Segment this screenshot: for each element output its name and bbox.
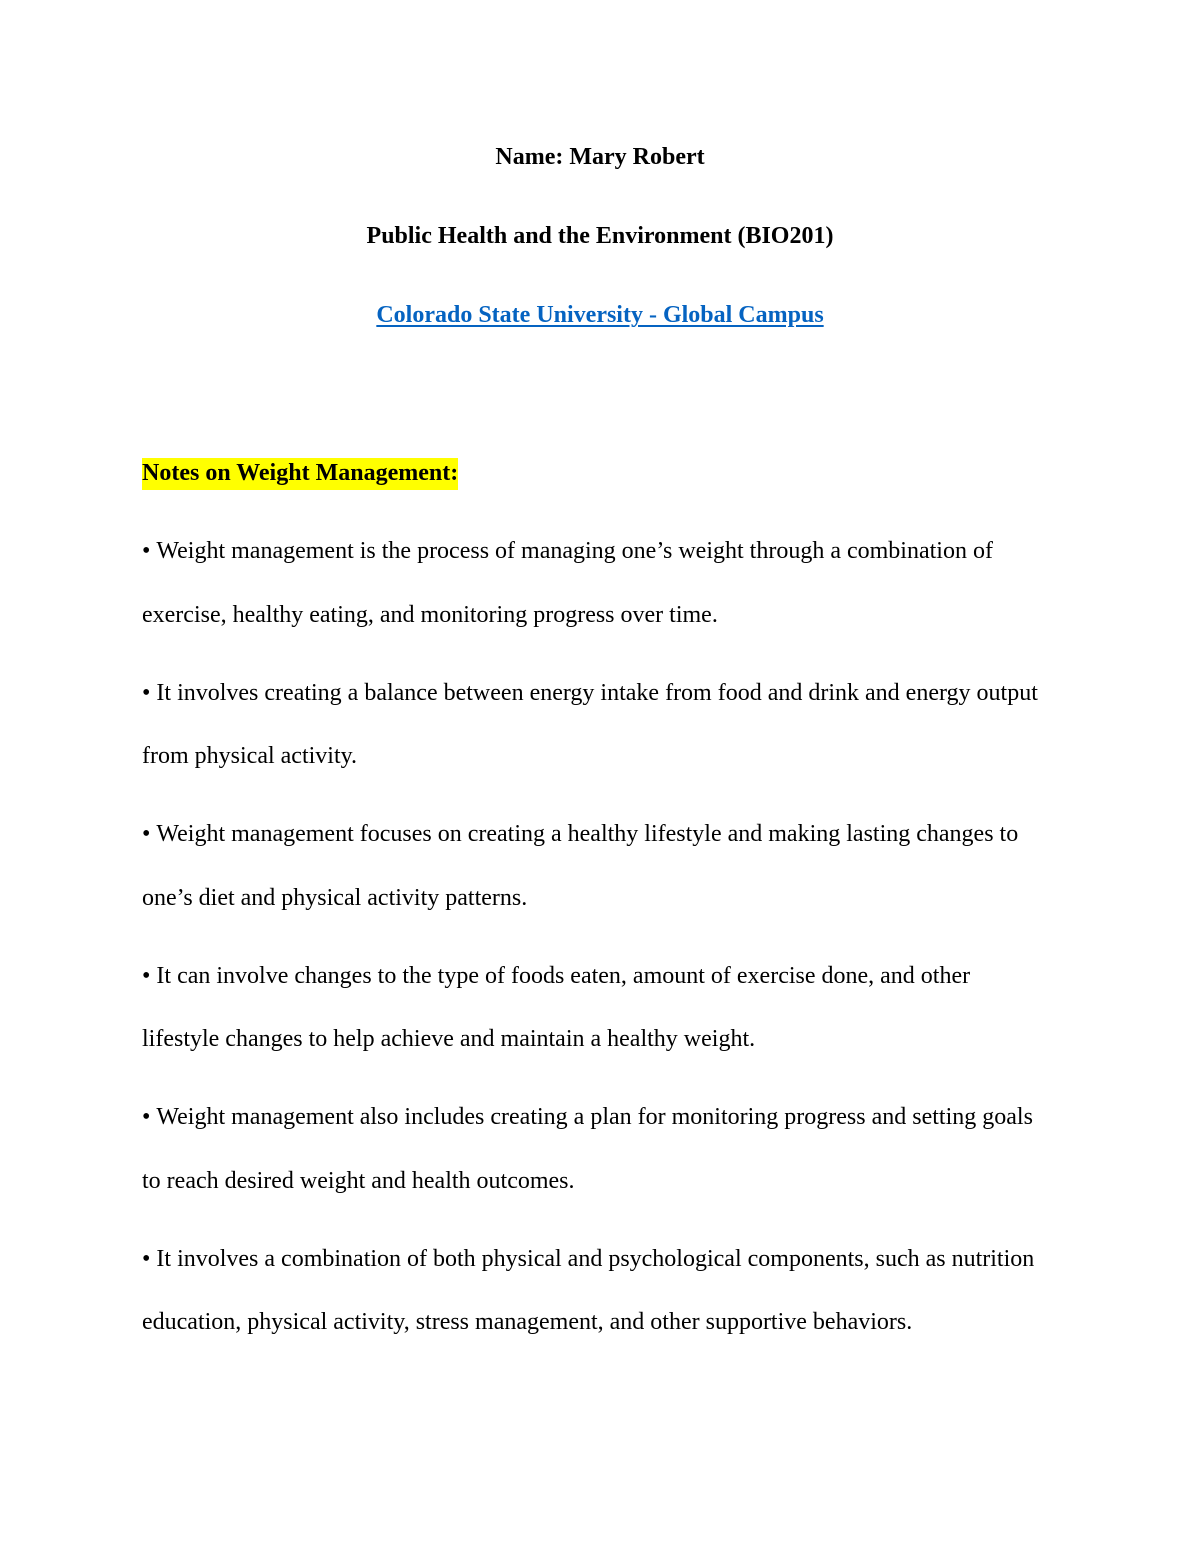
note-item <box>142 520 1042 647</box>
note-item <box>142 945 1042 1072</box>
bullet-icon: • <box>142 1104 151 1130</box>
note-text: It can involve changes to the type of foods eaten, amount of exercise done, and other lifestyle changes to help achieve and maintain a healthy weight. <box>142 962 971 1052</box>
student-name: Name: Mary Robert <box>495 144 705 170</box>
notes-list <box>142 536 1042 1385</box>
bullet-icon: • <box>142 1245 151 1272</box>
note-text: Weight management also includes creating a plan for monitoring progress and setting goals to reach desired weight and health outcomes. <box>142 1104 1033 1194</box>
bullet-icon: • <box>142 962 151 989</box>
note-item <box>142 1228 1042 1355</box>
note-text: Weight management is the process of managing one’s weight through a combination of exercise, healthy eating, and monitoring progress over time. <box>142 538 993 628</box>
bullet-icon: • <box>142 821 151 847</box>
note-item <box>142 803 1042 930</box>
note-item <box>142 662 1042 789</box>
section-heading <box>142 456 458 490</box>
university-link[interactable]: Colorado State University - Global Campus <box>376 302 824 328</box>
course-title: Public Health and the Environment (BIO201) <box>366 223 834 249</box>
highlighted-heading: Notes on Weight Management: <box>142 458 458 490</box>
note-text: Weight management focuses on creating a healthy lifestyle and making lasting changes to one’s diet and physical activity patterns. <box>142 821 1019 911</box>
note-text: It involves creating a balance between energy intake from food and drink and energy output from physical activity. <box>142 679 1038 769</box>
note-text: It involves a combination of both physical and psychological components, such as nutrition education, physical activity, stress management, and other supportive behaviors. <box>142 1245 1035 1335</box>
bullet-icon: • <box>142 538 151 564</box>
bullet-icon: • <box>142 679 151 706</box>
university-line <box>0 300 1200 330</box>
note-item <box>142 1086 1042 1213</box>
